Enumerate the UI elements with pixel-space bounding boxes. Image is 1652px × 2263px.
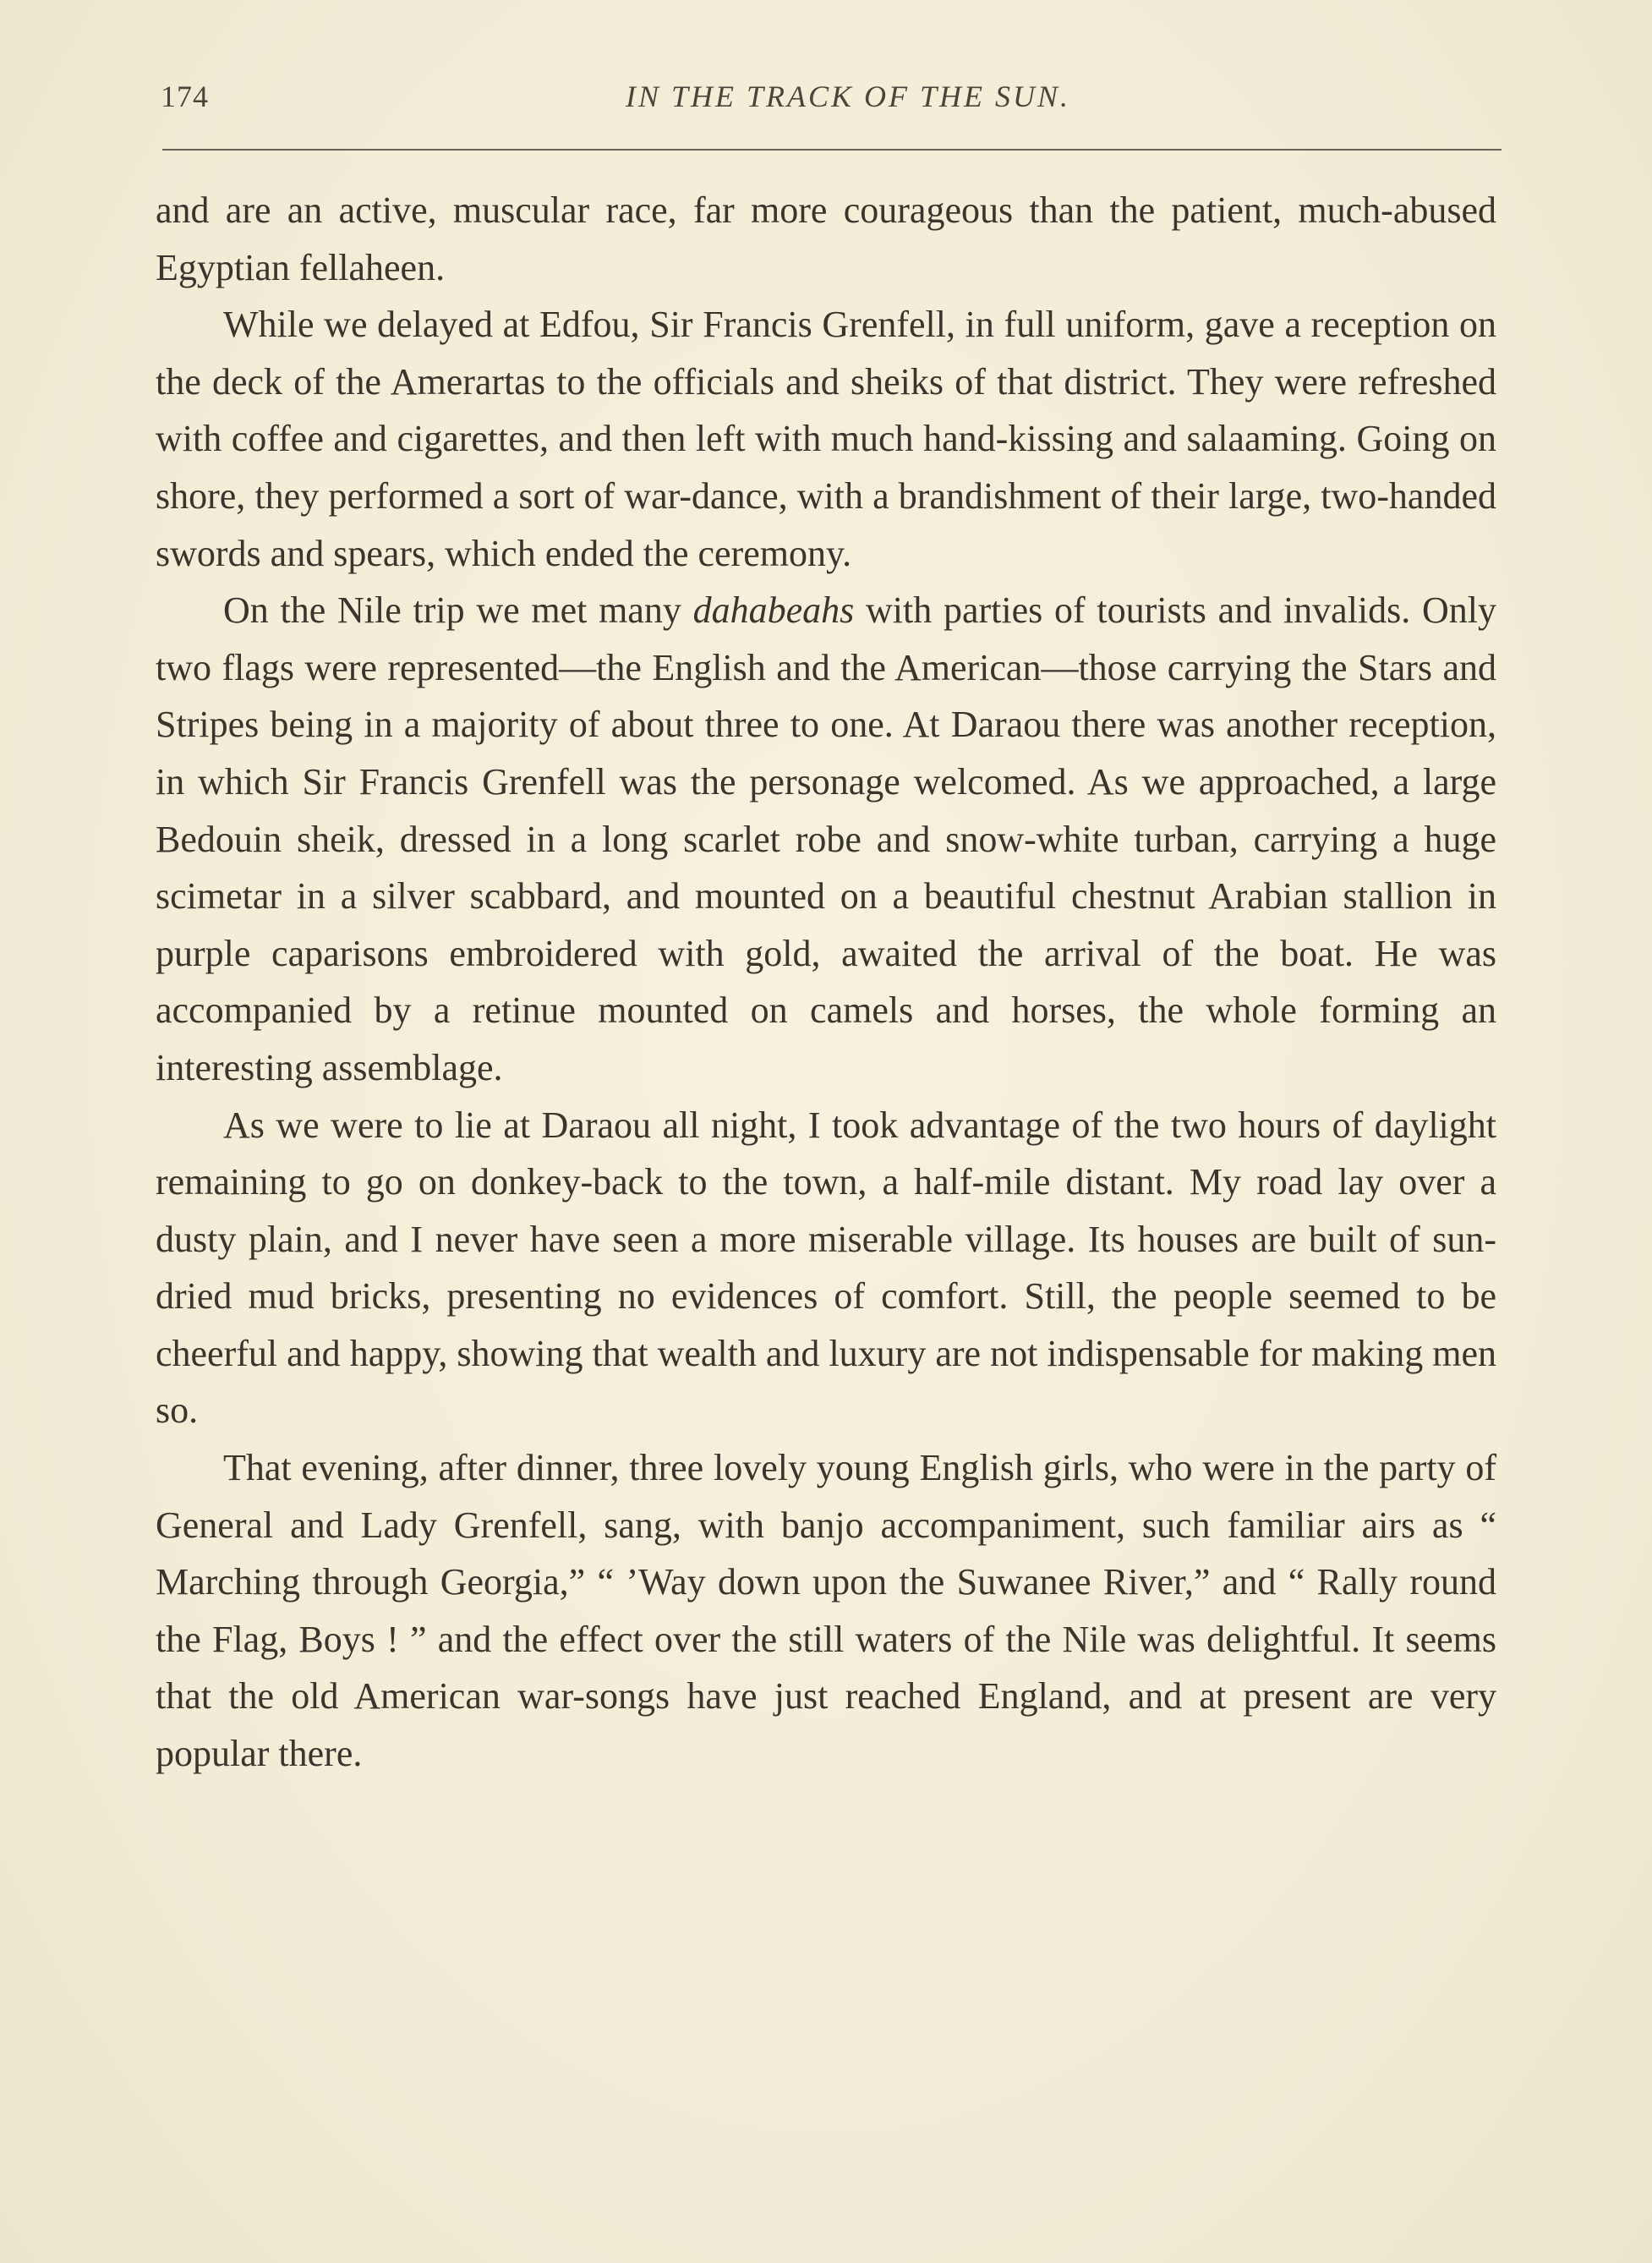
running-title: IN THE TRACK OF THE SUN. [625, 79, 1071, 113]
running-head [161, 71, 1502, 122]
paragraph-3-start: On the Nile trip we met many [223, 589, 693, 632]
page-number: 174 [161, 79, 209, 113]
body-text [156, 182, 1496, 1783]
paragraph-4: As we were to lie at Daraou all night, I took advantage of the two hours of daylight remaining to go on donkey-back to the town, a half-mile distant. My road lay over a dusty plain, and I never have seen a more miserable village. Its houses are built of sun-dried mud bricks, presenting no evidences of comfort. Still, the people seemed to be cheerful and happy, showing that wealth and luxury are not indispensable for making men so. [156, 1104, 1496, 1432]
paragraph-1: and are an active, muscular race, far more courageous than the patient, much-abused Egyptian fellaheen. [156, 189, 1496, 288]
italic-term-dahabeahs: dahabeahs [692, 589, 855, 632]
paragraph-2: While we delayed at Edfou, Sir Francis Grenfell, in full uniform, gave a reception on the deck of the Amerartas to the officials and sheiks of that district. They were refreshed with coffee and cigarettes, and then left with much hand-kissing and salaaming. Going on shore, they performed a sort of war-dance, with a brandishment of their large, two-handed swords and spears, which ended the ceremony. [156, 304, 1496, 574]
header-rule [162, 149, 1502, 151]
paragraph-3 [156, 582, 1496, 1096]
paragraph-3-rest: with parties of tourists and invalids. Only two flags were represented—the English and the American—those carrying the Stars and Stripes being in a majority of about three to one. At Daraou there was another reception, in which Sir Francis Grenfell was the personage welcomed. As we approached, a large Bedouin sheik, dressed in a long scarlet robe and snow-white turban, carrying a huge scimetar in a silver scabbard, and mounted on a beautiful chestnut Arabian stallion in purple caparisons embroidered with gold, awaited the arrival of the boat. He was accompanied by a retinue mounted on camels and horses, the whole forming an interesting assemblage. [156, 589, 1497, 1088]
paragraph-5: That evening, after dinner, three lovely young English girls, who were in the party of General and Lady Grenfell, sang, with banjo accompaniment, such familiar airs as “ Marching through Georgia,” “ ’Way down upon the Suwanee River,” and “ Rally round the Flag, Boys ! ” and the effect over the still waters of the Nile was delightful. It seems that the old American war-songs have just reached England, and at present are very popular there. [156, 1447, 1496, 1775]
